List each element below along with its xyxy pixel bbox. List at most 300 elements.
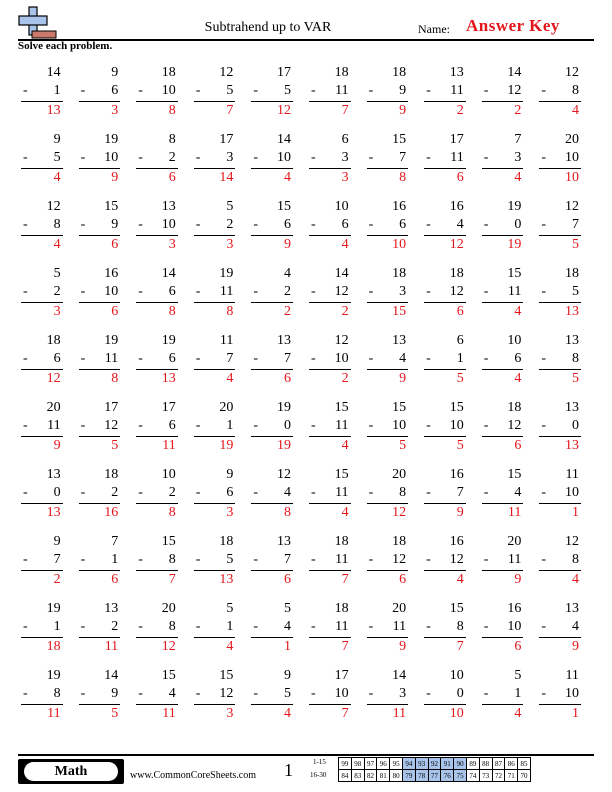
answer: 4: [341, 438, 349, 453]
answer-line: [424, 570, 466, 571]
subtrahend-line: [311, 686, 349, 702]
answer-line: [309, 637, 351, 638]
subtrahend: 7: [571, 217, 579, 232]
subtraction-problem: [479, 264, 537, 331]
answer: 2: [456, 103, 464, 118]
minuend: 18: [161, 65, 176, 80]
answer: 19: [507, 237, 522, 252]
subtrahend: 1: [53, 83, 61, 98]
minuend: 13: [276, 333, 291, 348]
subtrahend: 5: [571, 284, 579, 299]
minuend: 17: [334, 668, 349, 683]
subtraction-problem: [306, 398, 364, 465]
subtrahend-line: [81, 485, 119, 501]
subtraction-problem: [191, 532, 249, 599]
subtrahend: 10: [564, 686, 579, 701]
minuend: 15: [219, 668, 234, 683]
answer: 4: [53, 237, 61, 252]
minus-sign: -: [483, 418, 489, 433]
answer: 18: [46, 639, 61, 654]
minuend: 12: [334, 333, 349, 348]
answer: 6: [111, 304, 119, 319]
subtrahend: 11: [47, 418, 61, 433]
subtrahend: 7: [456, 485, 464, 500]
subtrahend-line: [81, 418, 119, 434]
subtraction-problem: [479, 331, 537, 398]
subtrahend: 4: [283, 619, 291, 634]
subtrahend: 1: [456, 351, 464, 366]
minuend: 19: [219, 266, 234, 281]
subtraction-problem: [76, 130, 134, 197]
minuend: 15: [334, 467, 349, 482]
minus-sign: -: [195, 351, 201, 366]
worksheet-footer: [18, 757, 594, 785]
minuend: 15: [507, 467, 522, 482]
minus-sign: -: [426, 485, 431, 500]
answer: 4: [226, 639, 234, 654]
subtraction-problem: [18, 532, 76, 599]
minus-sign: -: [195, 485, 201, 500]
subtrahend: 8: [168, 552, 176, 567]
subtrahend: 10: [104, 150, 119, 165]
minus-sign: -: [23, 418, 28, 433]
subtrahend-line: [311, 418, 349, 434]
score-cell: 85: [518, 758, 531, 770]
minuend: 13: [449, 65, 464, 80]
minus-sign: -: [310, 83, 316, 98]
subtraction-problem: [306, 599, 364, 666]
subtrahend-line: [311, 83, 349, 99]
answer-line: [424, 637, 466, 638]
answer-line: [424, 369, 466, 370]
score-cell: 76: [441, 770, 454, 782]
score-cell: 86: [505, 758, 518, 770]
minus-sign: -: [253, 619, 259, 634]
footer-divider: [18, 754, 594, 756]
subtrahend: 10: [449, 418, 464, 433]
minus-sign: -: [541, 485, 547, 500]
answer: 5: [399, 438, 407, 453]
answer-line: [251, 436, 293, 437]
minuend: 18: [334, 534, 349, 549]
subtraction-problem: [364, 599, 422, 666]
subtraction-problem: [479, 599, 537, 666]
minus-sign: -: [483, 351, 489, 366]
minus-sign: -: [426, 619, 431, 634]
answer-line: [424, 168, 466, 169]
minuend: 9: [111, 65, 119, 80]
answer-line: [21, 101, 63, 102]
subtrahend-line: [196, 485, 234, 501]
answer-line: [194, 302, 236, 303]
subtrahend: 11: [335, 418, 349, 433]
minuend: 4: [283, 266, 291, 281]
score-cell: 72: [492, 770, 505, 782]
subtrahend: 11: [219, 284, 234, 299]
answer-line: [251, 101, 293, 102]
subtrahend: 10: [392, 418, 407, 433]
answer: 11: [162, 438, 176, 453]
subtrahend: 11: [335, 552, 349, 567]
minuend: 15: [392, 400, 407, 415]
minus-sign: -: [138, 485, 143, 500]
minuend: 9: [226, 467, 234, 482]
subtraction-problem: [306, 666, 364, 733]
minuend: 12: [46, 199, 61, 214]
minus-sign: -: [138, 686, 143, 701]
subtrahend-line: [426, 552, 464, 568]
score-cell: 83: [351, 770, 364, 782]
answer-line: [251, 637, 293, 638]
score-cell: 84: [339, 770, 352, 782]
score-cell: 94: [402, 758, 415, 770]
subtrahend-line: [81, 150, 119, 166]
answer: 9: [53, 438, 61, 453]
subtrahend-line: [541, 552, 579, 568]
subtraction-problem: [191, 666, 249, 733]
answer-line: [367, 637, 409, 638]
minus-sign: -: [426, 552, 431, 567]
subtraction-problem: [76, 599, 134, 666]
subtrahend: 2: [168, 485, 176, 500]
subtraction-problem: [536, 63, 594, 130]
subtraction-problem: [133, 197, 191, 264]
score-cell: 93: [415, 758, 428, 770]
answer-line: [194, 503, 236, 504]
subtrahend-line: [311, 619, 349, 635]
answer: 13: [564, 304, 579, 319]
minus-sign: -: [426, 284, 431, 299]
minuend: 7: [111, 534, 119, 549]
answer-line: [367, 168, 409, 169]
answer-line: [79, 503, 121, 504]
subtrahend: 3: [341, 150, 349, 165]
subtrahend-line: [311, 485, 349, 501]
minuend: 9: [53, 534, 61, 549]
subtrahend-line: [484, 552, 522, 568]
score-cell: 97: [364, 758, 377, 770]
minuend: 16: [449, 534, 464, 549]
subtrahend: 12: [449, 284, 464, 299]
answer: 8: [399, 170, 407, 185]
minuend: 18: [564, 266, 579, 281]
answer-line: [79, 704, 121, 705]
answer-line: [482, 704, 524, 705]
answer: 3: [168, 237, 176, 252]
subtraction-problem: [18, 197, 76, 264]
subtrahend: 11: [507, 552, 522, 567]
subtrahend-line: [81, 552, 119, 568]
answer-line: [424, 302, 466, 303]
minuend: 6: [456, 333, 464, 348]
subtrahend: 3: [399, 284, 407, 299]
minuend: 14: [46, 65, 61, 80]
subtrahend: 6: [514, 351, 522, 366]
subtrahend-line: [369, 418, 407, 434]
subtrahend-line: [253, 351, 291, 367]
subtrahend: 4: [168, 686, 176, 701]
answer-line: [424, 503, 466, 504]
minus-sign: -: [541, 619, 547, 634]
minuend: 5: [226, 601, 234, 616]
answer-line: [367, 570, 409, 571]
minus-sign: -: [80, 351, 86, 366]
answer: 9: [514, 572, 522, 587]
answer-line: [539, 570, 581, 571]
minuend: 18: [392, 534, 407, 549]
minuend: 16: [104, 266, 119, 281]
subtrahend-line: [138, 686, 176, 702]
subtrahend: 9: [111, 217, 119, 232]
subtrahend: 8: [571, 83, 579, 98]
score-row-1: [339, 758, 531, 770]
subtrahend: 2: [111, 619, 119, 634]
answer: 5: [111, 438, 119, 453]
answer: 5: [456, 371, 464, 386]
minus-sign: -: [483, 150, 489, 165]
minus-sign: -: [138, 552, 143, 567]
answer: 1: [283, 639, 291, 654]
score-cell: 73: [479, 770, 492, 782]
minus-sign: -: [483, 83, 489, 98]
answer: 9: [111, 170, 119, 185]
answer: 3: [226, 237, 234, 252]
minuend: 19: [276, 400, 291, 415]
subtrahend: 12: [507, 418, 522, 433]
subtraction-problem: [479, 398, 537, 465]
answer-line: [21, 235, 63, 236]
subtrahend-line: [426, 284, 464, 300]
answer: 9: [399, 371, 407, 386]
answer-line: [251, 235, 293, 236]
subtrahend: 6: [53, 351, 61, 366]
subtraction-problem: [421, 197, 479, 264]
answer: 11: [47, 706, 61, 721]
minuend: 6: [341, 132, 349, 147]
subtraction-problem: [306, 264, 364, 331]
subtraction-problem: [133, 130, 191, 197]
minus-sign: -: [253, 686, 259, 701]
subtraction-problem: [248, 465, 306, 532]
subtraction-problem: [133, 599, 191, 666]
subtraction-problem: [133, 666, 191, 733]
answer-line: [367, 101, 409, 102]
plus-eraser-logo-icon: [18, 6, 58, 40]
subtrahend-line: [253, 686, 291, 702]
minuend: 11: [565, 668, 579, 683]
score-cell: 92: [428, 758, 441, 770]
subtraction-problem: [76, 331, 134, 398]
minus-sign: -: [310, 485, 316, 500]
subtrahend: 4: [514, 485, 522, 500]
minus-sign: -: [541, 150, 547, 165]
answer-line: [367, 369, 409, 370]
subtrahend-line: [541, 150, 579, 166]
subtraction-problem: [421, 63, 479, 130]
minuend: 13: [392, 333, 407, 348]
subtraction-problem: [536, 599, 594, 666]
minus-sign: -: [483, 619, 489, 634]
minuend: 11: [219, 333, 234, 348]
subtrahend: 7: [53, 552, 61, 567]
answer-line: [194, 570, 236, 571]
answer: 8: [168, 304, 176, 319]
minuend: 13: [564, 333, 579, 348]
answer: 5: [456, 438, 464, 453]
subtrahend-line: [369, 83, 407, 99]
minuend: 18: [507, 400, 522, 415]
subtrahend-line: [426, 485, 464, 501]
subtrahend-line: [484, 83, 522, 99]
answer: 4: [571, 103, 579, 118]
minus-sign: -: [253, 284, 259, 299]
minus-sign: -: [368, 552, 374, 567]
subtraction-problem: [248, 666, 306, 733]
subtraction-problem: [364, 398, 422, 465]
answer-line: [251, 570, 293, 571]
subtrahend: 10: [161, 83, 176, 98]
minuend: 15: [161, 668, 176, 683]
answer: 4: [226, 371, 234, 386]
answer-line: [309, 302, 351, 303]
subtrahend: 3: [226, 150, 234, 165]
minuend: 16: [392, 199, 407, 214]
subtrahend-line: [541, 351, 579, 367]
subtraction-problem: [133, 465, 191, 532]
answer: 10: [564, 170, 579, 185]
answer: 8: [168, 103, 176, 118]
subtrahend: 10: [334, 351, 349, 366]
minuend: 15: [276, 199, 291, 214]
minuend: 16: [507, 601, 522, 616]
score-cell: 96: [377, 758, 390, 770]
answer-line: [482, 503, 524, 504]
answer: 13: [219, 572, 234, 587]
answer: 14: [219, 170, 234, 185]
subtraction-problem: [364, 532, 422, 599]
subtraction-problem: [421, 331, 479, 398]
subtrahend: 6: [399, 217, 407, 232]
minus-sign: -: [426, 686, 431, 701]
minus-sign: -: [368, 619, 374, 634]
answer: 3: [111, 103, 119, 118]
minus-sign: -: [368, 217, 374, 232]
subtrahend-line: [369, 284, 407, 300]
score-cell: 91: [441, 758, 454, 770]
answer: 7: [226, 103, 234, 118]
subtrahend-line: [369, 485, 407, 501]
answer: 11: [104, 639, 119, 654]
answer-line: [21, 369, 63, 370]
minuend: 15: [161, 534, 176, 549]
minus-sign: -: [483, 552, 489, 567]
minus-sign: -: [23, 83, 28, 98]
subtraction-problem: [133, 63, 191, 130]
minus-sign: -: [80, 619, 86, 634]
minus-sign: -: [368, 418, 374, 433]
minus-sign: -: [541, 217, 547, 232]
subtrahend: 7: [283, 552, 291, 567]
subtrahend: 3: [514, 150, 522, 165]
answer-line: [309, 369, 351, 370]
answer-line: [482, 570, 524, 571]
minus-sign: -: [426, 83, 431, 98]
subtrahend: 8: [53, 217, 61, 232]
answer: 4: [341, 505, 349, 520]
minus-sign: -: [80, 686, 86, 701]
answer-line: [194, 369, 236, 370]
minus-sign: -: [253, 485, 259, 500]
subtraction-problem: [364, 264, 422, 331]
subtrahend: 6: [226, 485, 234, 500]
subtraction-problem: [364, 465, 422, 532]
minuend: 5: [53, 266, 61, 281]
subtraction-problem: [536, 197, 594, 264]
minuend: 19: [46, 668, 61, 683]
subtrahend: 10: [564, 150, 579, 165]
answer-line: [79, 302, 121, 303]
minus-sign: -: [80, 552, 86, 567]
subtraction-problem: [18, 666, 76, 733]
subtrahend: 11: [104, 351, 119, 366]
answer-line: [482, 302, 524, 303]
minus-sign: -: [23, 552, 28, 567]
subtrahend: 0: [283, 418, 291, 433]
minuend: 19: [507, 199, 522, 214]
answer-line: [309, 570, 351, 571]
subtrahend: 5: [283, 686, 291, 701]
subtrahend: 9: [399, 83, 407, 98]
minuend: 15: [104, 199, 119, 214]
answer-line: [136, 101, 178, 102]
subtrahend-line: [311, 150, 349, 166]
subtrahend-line: [81, 217, 119, 233]
answer: 19: [276, 438, 291, 453]
subtrahend-line: [541, 619, 579, 635]
minus-sign: -: [195, 217, 201, 232]
subtrahend: 12: [219, 686, 234, 701]
subtrahend: 10: [104, 284, 119, 299]
answer-line: [21, 503, 63, 504]
minus-sign: -: [138, 619, 143, 634]
subtrahend: 12: [334, 284, 349, 299]
minuend: 5: [514, 668, 522, 683]
score-cell: 79: [402, 770, 415, 782]
minuend: 18: [334, 65, 349, 80]
subtrahend: 10: [161, 217, 176, 232]
minuend: 19: [104, 132, 119, 147]
answer: 4: [514, 304, 522, 319]
answer: 9: [399, 639, 407, 654]
subtraction-problem: [306, 532, 364, 599]
answer: 10: [392, 237, 407, 252]
subtraction-problem: [536, 130, 594, 197]
problem-row: [18, 331, 594, 398]
subtrahend-line: [426, 150, 464, 166]
minus-sign: -: [483, 485, 489, 500]
answer: 13: [46, 505, 61, 520]
subtrahend: 8: [456, 619, 464, 634]
answer: 16: [104, 505, 119, 520]
subtrahend: 5: [226, 552, 234, 567]
minuend: 13: [104, 601, 119, 616]
subtrahend: 8: [53, 686, 61, 701]
answer: 9: [456, 505, 464, 520]
answer-line: [194, 436, 236, 437]
answer-line: [309, 436, 351, 437]
minuend: 5: [226, 199, 234, 214]
subtrahend: 11: [507, 284, 522, 299]
